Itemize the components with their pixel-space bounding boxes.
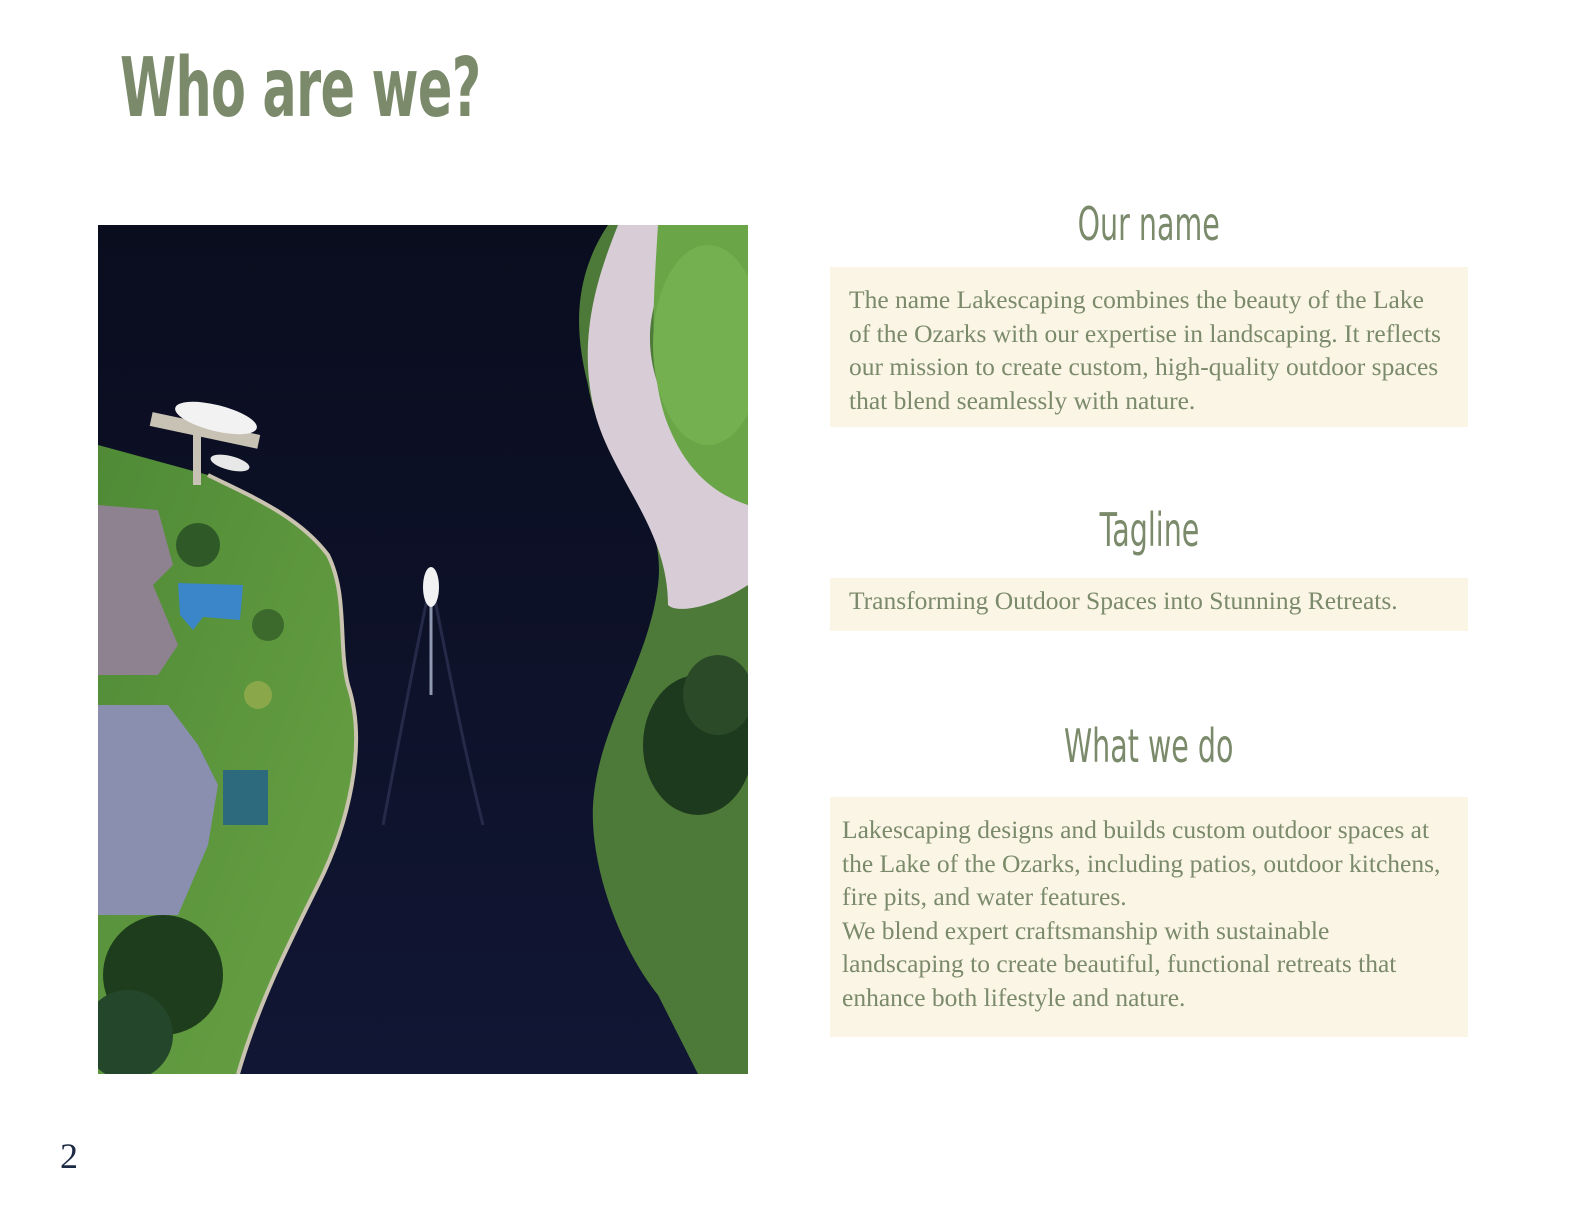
our-name-box (830, 267, 1468, 427)
heading-our-name: Our name (1077, 197, 1221, 251)
our-name-text: The name Lakescaping combines the beauty of the Lake of the Ozarks with our expertise in landscaping. It reflects our mission to create custom, high-quality outdoor spaces that blend seamlessly with nature. (849, 285, 1441, 415)
tagline-box (830, 578, 1468, 631)
page-number: 2 (60, 1136, 78, 1176)
what-we-do-text-1: Lakescaping designs and builds custom outdoor spaces at the Lake of the Ozarks, including patios, outdoor kitchens, fire pits, and water features. (842, 815, 1441, 911)
what-we-do-text-2: We blend expert craftsmanship with sustainable landscaping to create beautiful, functional retreats that enhance both lifestyle and nature. (842, 915, 1397, 1012)
tagline-text: Transforming Outdoor Spaces into Stunning Retreats. (849, 586, 1398, 615)
heading-what-we-do: What we do (1064, 719, 1234, 773)
what-we-do-box (830, 797, 1468, 1037)
aerial-lake-photo (98, 225, 748, 1074)
heading-tagline: Tagline (1099, 503, 1199, 557)
page-title: Who are we? (120, 41, 481, 136)
